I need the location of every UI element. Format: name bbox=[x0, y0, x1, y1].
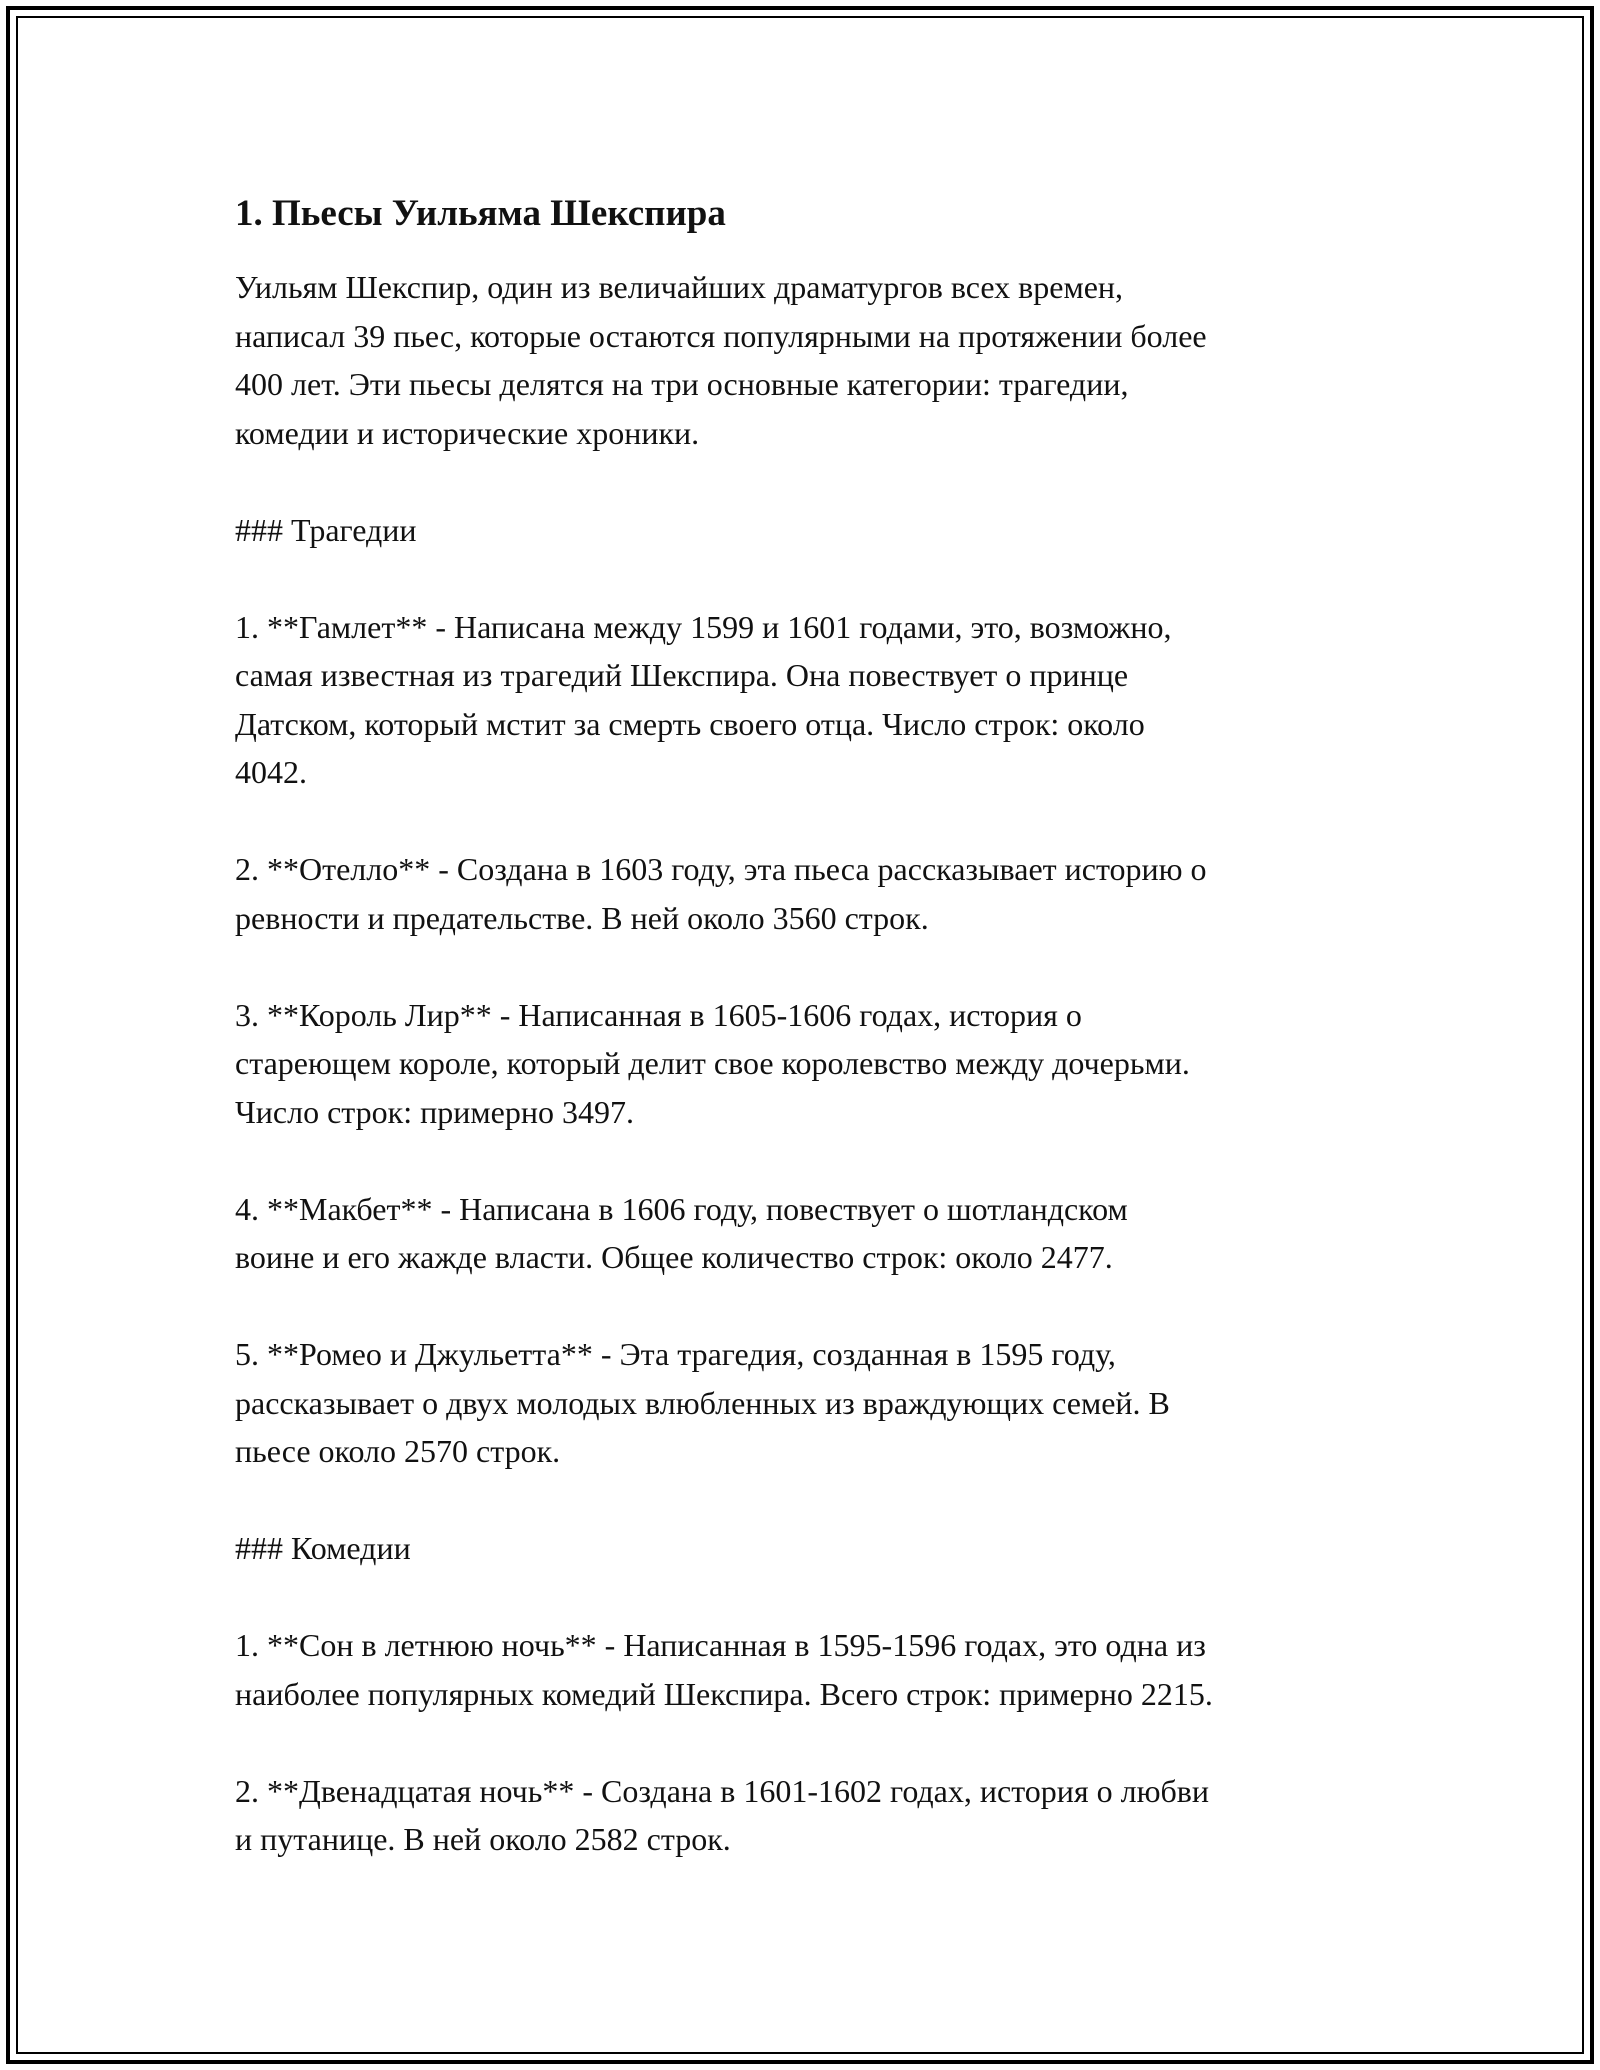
intro-paragraph: Уильям Шекспир, один из величайших драматургов всех времен, написал 39 пьес, которые остаются популярными на протяжении более 400 лет. Эти пьесы делятся на три основные категории: трагедии, комедии и исторические хроники. bbox=[235, 269, 1207, 451]
section-heading-comedies: ### Комедии bbox=[235, 1530, 411, 1566]
list-item-hamlet: 1. **Гамлет** - Написана между 1599 и 1601 годами, это, возможно, самая известная из трагедий Шекспира. Она повествует о принце Датском, который мстит за смерть своего отца. Число строк: около 4042. bbox=[235, 608, 1172, 790]
list-item-romeo-and-juliet: 5. **Ромео и Джульетта** - Эта трагедия, созданная в 1595 году, рассказывает о двух молодых влюбленных из враждующих семей. В пьесе около 2570 строк. bbox=[235, 1336, 1170, 1469]
list-item-othello: 2. **Отелло** - Создана в 1603 году, эта пьеса рассказывает историю о ревности и предательстве. В ней около 3560 строк. bbox=[235, 851, 1207, 936]
list-item-macbeth: 4. **Макбет** - Написана в 1606 году, повествует о шотландском воине и его жажде власти. Общее количество строк: около 2477. bbox=[235, 1190, 1128, 1275]
document-body bbox=[235, 190, 1375, 1864]
list-item-midsummer-night: 1. **Сон в летнюю ночь** - Написанная в 1595-1596 годах, это одна из наиболее популярных комедий Шекспира. Всего строк: примерно 2215. bbox=[235, 1627, 1213, 1712]
list-item-king-lear: 3. **Король Лир** - Написанная в 1605-1606 годах, история о стареющем короле, который делит свое королевство между дочерьми. Число строк: примерно 3497. bbox=[235, 996, 1190, 1130]
section-heading-tragedies: ### Трагедии bbox=[235, 511, 417, 548]
document-title: 1. Пьесы Уильяма Шекспира bbox=[235, 193, 726, 234]
list-item-twelfth-night: 2. **Двенадцатая ночь** - Создана в 1601-1602 годах, история о любви и путанице. В ней около 2582 строк. bbox=[235, 1772, 1209, 1857]
